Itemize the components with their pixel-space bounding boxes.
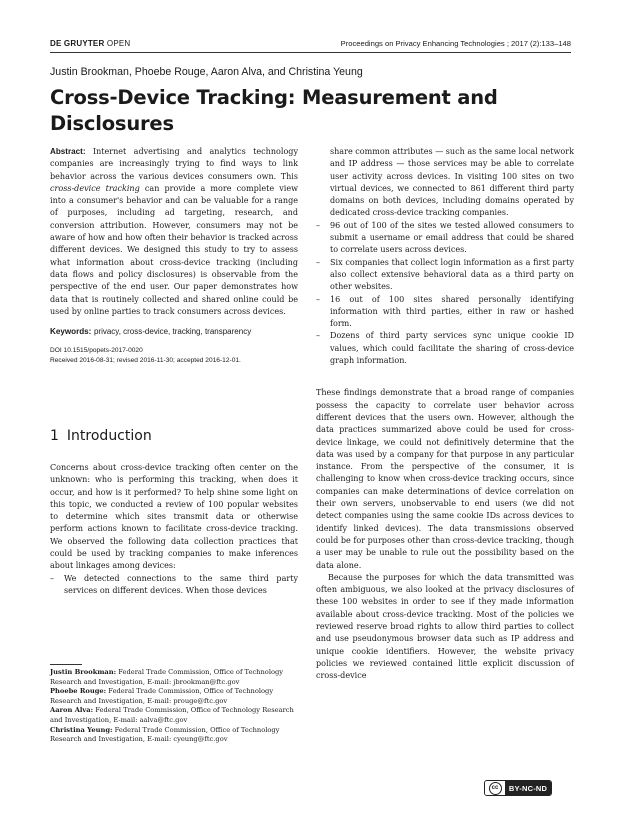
footnote-divider (50, 664, 82, 665)
doi: DOI 10.1515/popets-2017-0020 (50, 347, 143, 355)
footnote: Christina Yeung: Federal Trade Commission, Office of Technology Research and Investigation, E-mail: cyeung@ftc.gov (50, 725, 280, 744)
abstract-block (50, 146, 298, 366)
journal-citation: Proceedings on Privacy Enhancing Technologies ; 2017 (2):133–148 (340, 39, 571, 48)
header-divider (50, 52, 571, 53)
body-paragraph: Because the purposes for which the data transmitted was often ambiguous, we also looked at the privacy disclosures of these 100 websites in order to see if they made information available about cross-device tracking. Most of the policies we reviewed reserve broad rights to allow third parties to collect and use pseudonymous browser data such as IP address and unique cookie identifiers. However, the website privacy policies we reviewed contained little explicit discussion of cross-device (316, 572, 574, 681)
keywords: Keywords: privacy, cross-device, tracking, transparency (50, 327, 252, 337)
publisher: DE GRUYTER OPEN (50, 39, 131, 48)
list-item: – Dozens of third party services sync unique cookie ID values, which could facilitate the sharing of cross-device graph information. (316, 330, 574, 367)
footnote: Justin Brookman: Federal Trade Commission, Office of Technology Research and Investigation, E-mail: jbrookman@ftc.gov (50, 668, 284, 686)
list-item: – We detected connections to the same third party services on different devices. When those devices (50, 573, 298, 598)
list-item: – 96 out of 100 of the sites we tested allowed consumers to submit a username or email address that could be shared to correlate users across devices. (316, 220, 574, 257)
right-column (316, 146, 574, 682)
keywords-label: Keywords: (50, 327, 92, 337)
license-label: BY-NC-ND (505, 781, 551, 795)
author-affiliations (50, 668, 298, 745)
body-paragraph: These findings demonstrate that a broad range of companies possess the capacity to correlate user behavior across different devices that the users own. However, although the data practices summarized above could be used for cross-device linkage, we could not definitively determine that the data was used by a company for that purpose in any particular instance. From the perspective of the consumer, it is challenging to know when cross-device tracking occurs, since companies can make determinations of device correlation on their own servers, unobservable to end users (we did not detect companies using the same cookie IDs across devices to identify linked devices). The data transmissions observed could be for purposes other than cross-device tracking, though a user may be unable to rule out the possibility based on the data alone. (316, 388, 574, 570)
introduction-text (50, 462, 298, 597)
footnote: Aaron Alva: Federal Trade Commission, Office of Technology Research and Investigation, E-mail: aalva@ftc.gov (50, 706, 294, 724)
creative-commons-icon: cc (485, 781, 505, 795)
abstract: Abstract: Internet advertising and analytics technology companies are increasingly trying to find ways to link behavior across the various devices consumers own. This cross-device tracking can provide a more complete view into a consumer's behavior and can be valuable for a range of purposes, including ad targeting, research, and conversion attribution. However, consumers may not be aware of how and how often their behavior is tracked across different devices. We designed this study to try to assess what information about cross-device tracking (including data flows and policy disclosures) is observable from the perspective of the end user. Our paper demonstrates how data that is routinely collected and shared online could be used by online parties to track consumers across devices. (50, 147, 298, 316)
abstract-label: Abstract: (50, 147, 86, 156)
list-item: – Six companies that collect login information as a first party also collect extensive behavioral data as a third party on other websites. (316, 257, 574, 294)
paper-title: Cross-Device Tracking: Measurement and Disclosures (50, 86, 498, 135)
emphasized-term: cross-device tracking (50, 183, 140, 193)
section-heading: 1 Introduction (50, 428, 152, 444)
footnote: Phoebe Rouge: Federal Trade Commission, Office of Technology Research and Investigation, E-mail: prouge@ftc.gov (50, 687, 274, 705)
dates: Received 2016-08-31; revised 2016-11-30; accepted 2016-12-01. (50, 357, 241, 365)
findings-list-continued (316, 220, 574, 368)
list-item-continuation: share common attributes — such as the same local network and IP address — those services may be able to correlate user activity across devices. In visiting 100 sites on two virtual devices, we connected to 861 different third party domains on both devices, including domains operated by dedicated cross-device tracking companies. (330, 147, 574, 218)
findings-list (50, 573, 298, 598)
author-list: Justin Brookman, Phoebe Rouge, Aaron Alva, and Christina Yeung (50, 66, 363, 78)
intro-paragraph: Concerns about cross-device tracking often center on the unknown: who is performing this tracking, when does it occur, and how is it performed? To help shine some light on this topic, we conducted a review of 100 popular websites to determine which sites transmit data or otherwise perform actions known to facilitate cross-device tracking. We observed the following data collection practices that could be used by tracking companies to make inferences about linkages among devices: (50, 463, 298, 571)
list-item: – 16 out of 100 sites shared personally identifying information with third parties, either in raw or hashed form. (316, 294, 574, 331)
cc-license-badge[interactable] (484, 780, 552, 796)
